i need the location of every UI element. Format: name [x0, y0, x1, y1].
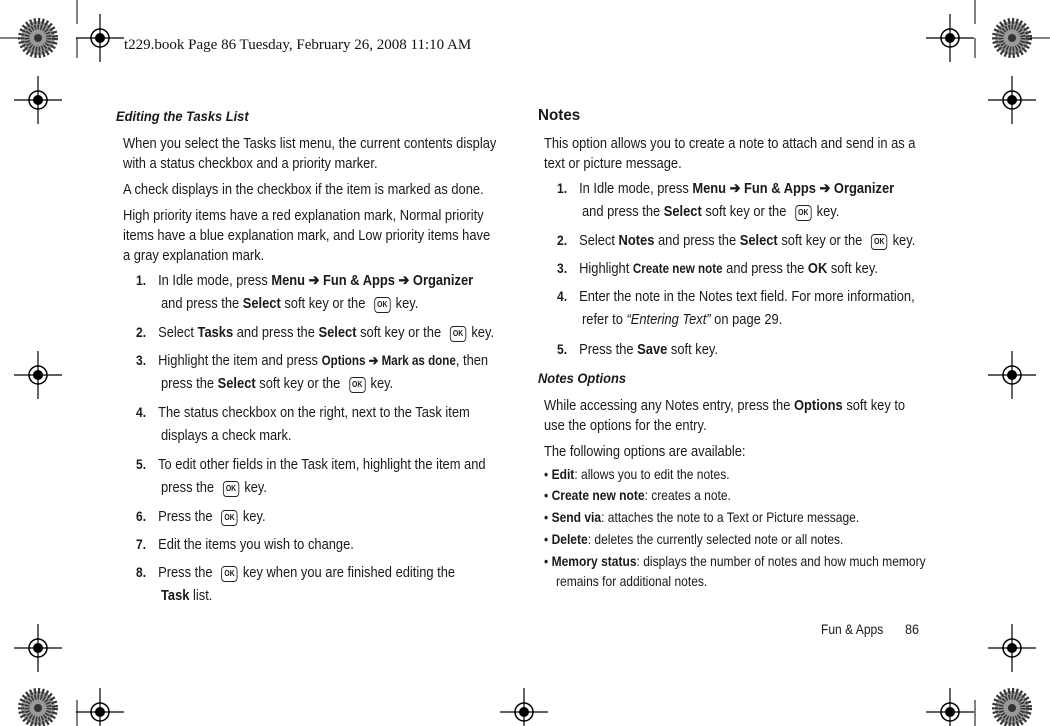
book-header: t229.book Page 86 Tuesday, February 26, 2008 11:10 AM: [124, 37, 472, 53]
bullet-item: • Edit: allows you to edit the notes.: [544, 466, 730, 482]
left-priority-para-3: a gray explanation mark.: [123, 247, 265, 264]
left-step-4-cont: displays a check mark.: [161, 427, 292, 444]
left-step-3: 3. Highlight the item and press Options ➔ Mark as done, then: [136, 352, 489, 369]
right-step-1-cont: and press the Select soft key or the OK key.: [582, 203, 840, 220]
page-number: 86: [905, 621, 920, 637]
right-available-para: The following options are available:: [544, 443, 746, 460]
left-step-4: 4. The status checkbox on the right, next to the Task item: [136, 404, 470, 421]
right-intro-para: This option allows you to create a note to attach and send in as a: [544, 135, 916, 152]
bullet-item: • Delete: deletes the currently selected note or all notes.: [544, 531, 844, 547]
left-intro-para-cont: with a status checkbox and a priority marker.: [123, 155, 378, 172]
right-step-2: 2. Select Notes and press the Select soft key or the OK key.: [557, 232, 916, 249]
left-heading: Editing the Tasks List: [116, 108, 249, 124]
right-step-3: 3. Highlight Create new note and press the OK soft key.: [557, 260, 878, 277]
right-options-para: While accessing any Notes entry, press the Options soft key to: [544, 397, 906, 414]
ok-key-icon: OK: [349, 377, 365, 393]
right-intro-para-cont: text or picture message.: [544, 155, 682, 172]
left-step-8-cont: Task list.: [161, 587, 213, 604]
ok-key-icon: OK: [871, 234, 887, 250]
left-step-5: 5. To edit other fields in the Task item, highlight the item and: [136, 456, 486, 473]
left-priority-para: High priority items have a red explanation mark, Normal priority: [123, 207, 484, 224]
right-step-4: 4. Enter the note in the Notes text field. For more information,: [557, 288, 915, 305]
ok-key-icon: OK: [221, 566, 237, 582]
bullet-item: • Create new note: creates a note.: [544, 487, 731, 503]
left-priority-para-2: items have a blue explanation mark, and Low priority items have: [123, 227, 491, 244]
right-step-1: 1. In Idle mode, press Menu ➔ Fun & Apps ➔ Organizer: [557, 180, 895, 197]
bullet-item: • Memory status: displays the number of notes and how much memory: [544, 553, 926, 569]
left-step-7: 7. Edit the items you wish to change.: [136, 536, 354, 553]
left-step-3-cont: press the Select soft key or the OK key.: [161, 375, 394, 392]
left-step-5-cont: press the OK key.: [161, 479, 268, 496]
bullet-item: • Send via: attaches the note to a Text or Picture message.: [544, 509, 860, 525]
left-step-1: 1. In Idle mode, press Menu ➔ Fun & Apps ➔ Organizer: [136, 272, 474, 289]
ok-key-icon: OK: [795, 205, 811, 221]
right-heading: Notes: [538, 107, 581, 124]
ok-key-icon: OK: [223, 481, 239, 497]
left-step-8: 8. Press the OK key when you are finished editing the: [136, 564, 456, 581]
left-step-6: 6. Press the OK key.: [136, 508, 266, 525]
ok-key-icon: OK: [450, 326, 466, 342]
right-step-4-cont: refer to “Entering Text” on page 29.: [582, 311, 783, 328]
ok-key-icon: OK: [221, 510, 237, 526]
bullet-item-cont: remains for additional notes.: [556, 573, 708, 589]
left-step-2: 2. Select Tasks and press the Select soft key or the OK key.: [136, 324, 495, 341]
ok-key-icon: OK: [374, 297, 390, 313]
notes-options-heading: Notes Options: [538, 370, 627, 386]
footer-section: Fun & Apps: [821, 621, 884, 637]
left-check-para: A check displays in the checkbox if the item is marked as done.: [123, 181, 484, 198]
right-step-5: 5. Press the Save soft key.: [557, 341, 718, 358]
right-options-para-cont: use the options for the entry.: [544, 417, 707, 434]
left-intro-para: When you select the Tasks list menu, the current contents display: [123, 135, 497, 152]
left-step-1-cont: and press the Select soft key or the OK key.: [161, 295, 419, 312]
